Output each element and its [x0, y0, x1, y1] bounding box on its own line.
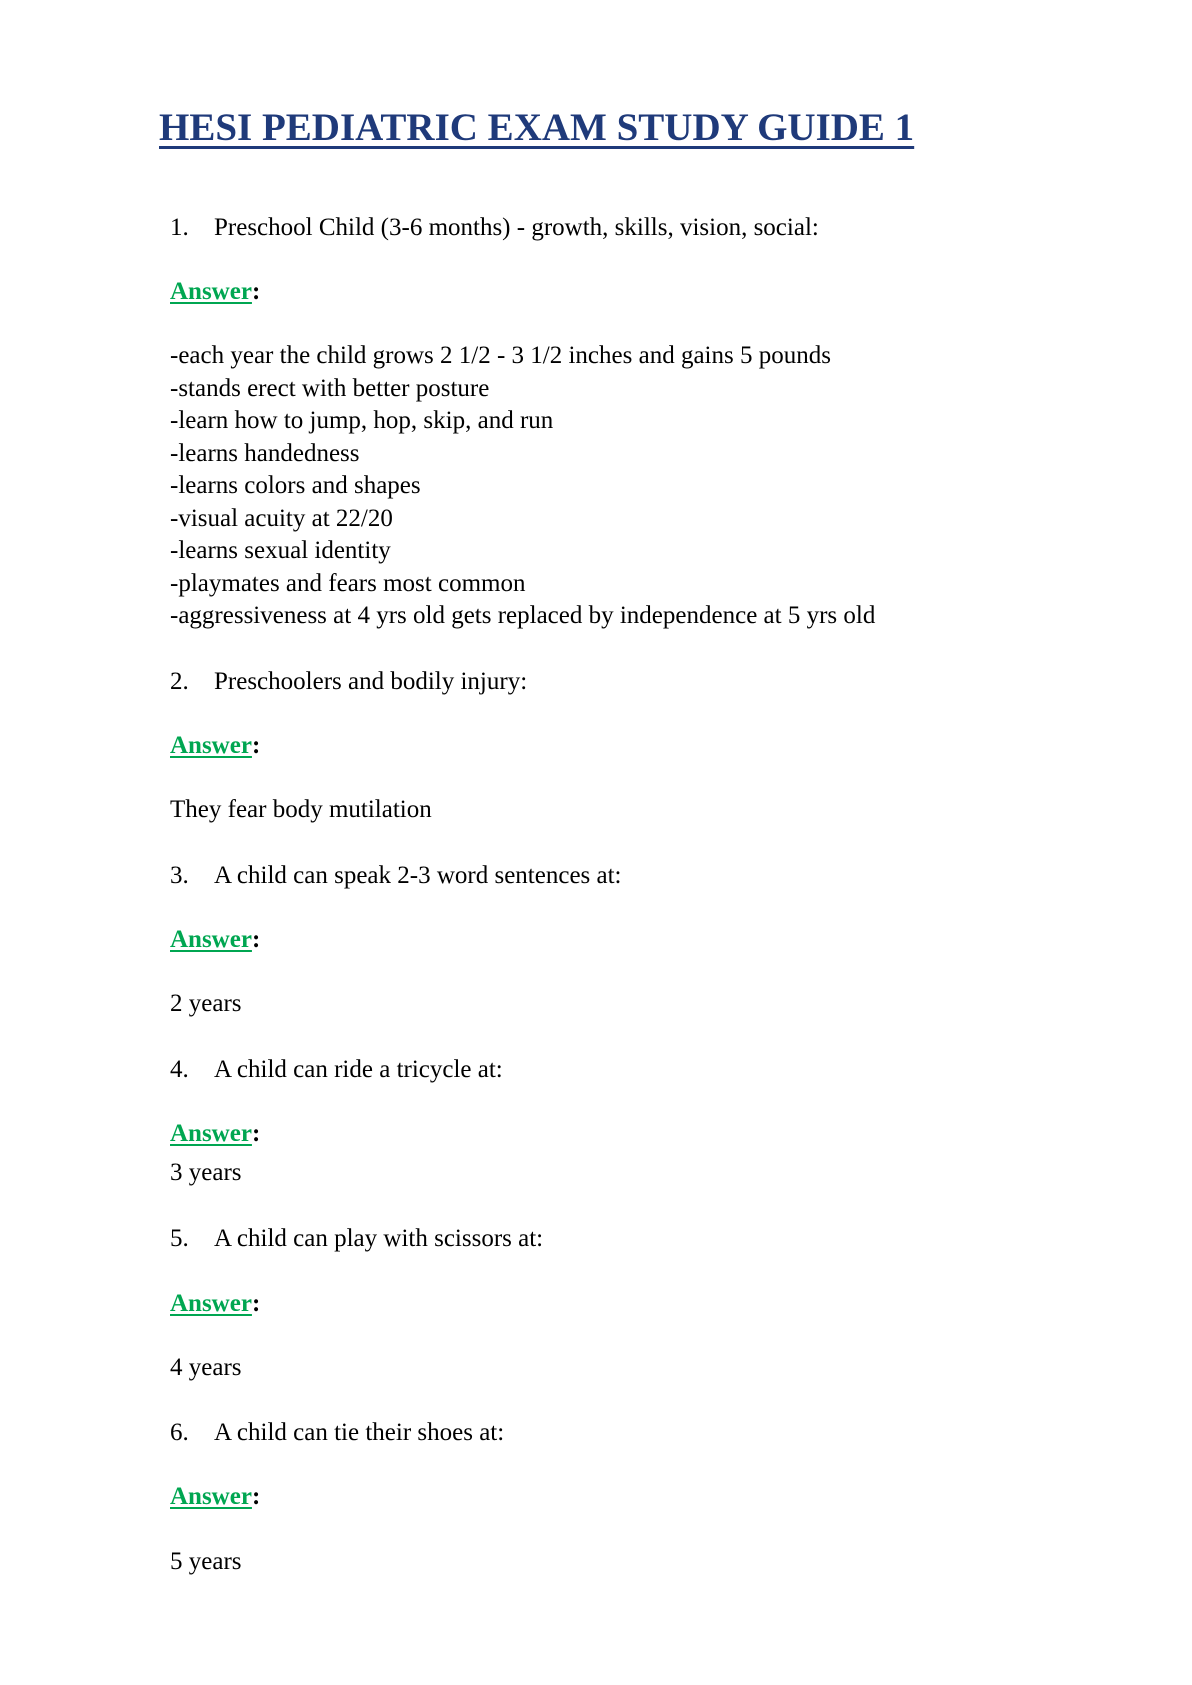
- answer-line: -visual acuity at 22/20: [170, 504, 393, 532]
- answer-label-colon: :: [251, 926, 261, 953]
- answer-label-colon: :: [251, 1483, 261, 1510]
- question-5: [170, 1223, 543, 1256]
- question-number: 3.: [170, 862, 189, 889]
- answer-line: They fear body mutilation: [170, 796, 432, 823]
- answer-line: -learns colors and shapes: [170, 472, 421, 499]
- answer-3: [170, 988, 242, 1021]
- answer-label-word: Answer: [170, 1120, 252, 1147]
- answer-line: -each year the child grows 2 1/2 - 3 1/2 inches and gains 5 pounds: [170, 342, 831, 369]
- question-4: [170, 1054, 503, 1087]
- answer-label-6: [170, 1481, 260, 1514]
- answer-line: 5 years: [170, 1548, 242, 1575]
- question-3: [170, 860, 622, 893]
- question-text: A child can ride a tricycle at:: [214, 1056, 503, 1083]
- answer-4: [170, 1157, 242, 1190]
- answer-line: -playmates and fears most common: [170, 569, 526, 597]
- answer-2: [170, 794, 432, 827]
- answer-line: -learns sexual identity: [170, 537, 391, 564]
- question-6: [170, 1417, 504, 1450]
- question-number: 6.: [170, 1419, 189, 1446]
- question-text: A child can speak 2-3 word sentences at:: [214, 862, 622, 889]
- answer-1: [170, 340, 875, 633]
- answer-line: -stands erect with better posture: [170, 374, 490, 402]
- answer-label-2: [170, 730, 260, 763]
- question-number: 2.: [170, 668, 189, 695]
- answer-label-word: Answer: [170, 1483, 252, 1510]
- question-number: 4.: [170, 1056, 189, 1083]
- answer-line: -aggressiveness at 4 yrs old gets replaced by independence at 5 yrs old: [170, 602, 876, 629]
- answer-line: 2 years: [170, 990, 242, 1017]
- answer-label-colon: :: [251, 732, 261, 759]
- answer-5: [170, 1352, 242, 1385]
- answer-label-word: Answer: [170, 732, 252, 759]
- answer-label-3: [170, 924, 260, 957]
- answer-line: 3 years: [170, 1159, 242, 1186]
- answer-label-colon: :: [251, 1290, 261, 1317]
- page-title: HESI PEDIATRIC EXAM STUDY GUIDE 1: [159, 106, 915, 149]
- answer-label-word: Answer: [170, 278, 252, 305]
- answer-label-4: [170, 1118, 260, 1151]
- question-text: A child can tie their shoes at:: [214, 1419, 505, 1446]
- question-text: Preschoolers and bodily injury:: [214, 668, 528, 695]
- answer-label-5: [170, 1288, 260, 1321]
- answer-line: -learn how to jump, hop, skip, and run: [170, 407, 554, 434]
- question-2: [170, 666, 527, 699]
- question-text: A child can play with scissors at:: [214, 1225, 544, 1252]
- answer-6: [170, 1546, 242, 1579]
- answer-line: -learns handedness: [170, 439, 360, 467]
- answer-label-colon: :: [251, 278, 261, 305]
- answer-line: 4 years: [170, 1354, 242, 1381]
- question-number: 5.: [170, 1225, 189, 1252]
- question-1: [170, 212, 819, 245]
- answer-label-colon: :: [251, 1120, 261, 1147]
- answer-label-word: Answer: [170, 1290, 252, 1317]
- answer-label-word: Answer: [170, 926, 252, 953]
- question-text: Preschool Child (3-6 months) - growth, skills, vision, social:: [214, 214, 819, 241]
- answer-label-1: [170, 276, 260, 309]
- question-number: 1.: [170, 214, 189, 241]
